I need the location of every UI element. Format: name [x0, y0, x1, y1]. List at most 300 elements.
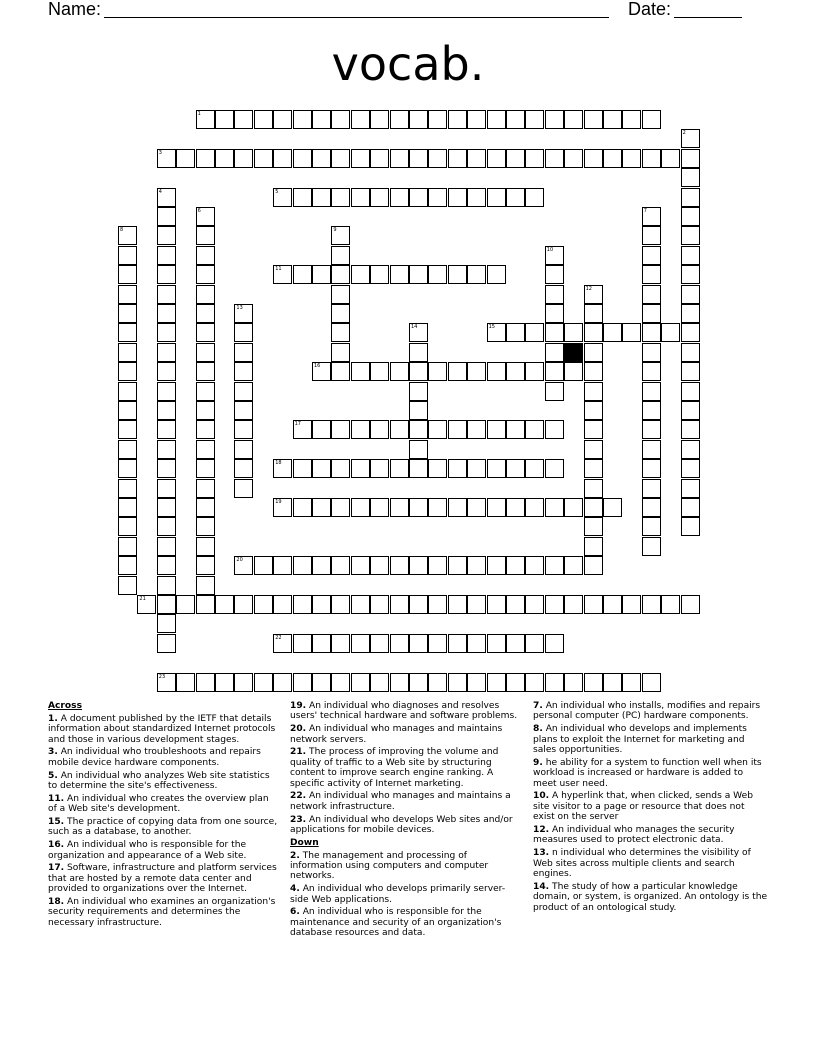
grid-cell[interactable] [351, 362, 370, 381]
grid-cell[interactable] [390, 420, 409, 439]
grid-cell[interactable] [370, 265, 389, 284]
grid-cell[interactable] [681, 285, 700, 304]
grid-cell[interactable] [487, 323, 506, 342]
grid-cell[interactable] [293, 498, 312, 517]
grid-cell[interactable] [681, 595, 700, 614]
grid-cell[interactable] [234, 343, 253, 362]
grid-cell[interactable] [254, 556, 273, 575]
grid-cell[interactable] [545, 246, 564, 265]
grid-cell[interactable] [467, 459, 486, 478]
grid-cell[interactable] [273, 673, 292, 692]
grid-cell[interactable] [390, 556, 409, 575]
grid-cell[interactable] [584, 149, 603, 168]
grid-cell[interactable] [118, 401, 137, 420]
grid-cell[interactable] [642, 246, 661, 265]
grid-cell[interactable] [584, 420, 603, 439]
grid-cell[interactable] [681, 265, 700, 284]
grid-cell[interactable] [331, 323, 350, 342]
grid-cell[interactable] [487, 634, 506, 653]
grid-cell[interactable] [273, 634, 292, 653]
grid-cell[interactable] [545, 634, 564, 653]
grid-cell[interactable] [584, 401, 603, 420]
grid-cell[interactable] [467, 595, 486, 614]
grid-cell[interactable] [196, 537, 215, 556]
grid-cell[interactable] [370, 420, 389, 439]
grid-cell[interactable] [681, 401, 700, 420]
grid-cell[interactable] [409, 188, 428, 207]
grid-cell[interactable] [331, 634, 350, 653]
grid-cell[interactable] [351, 110, 370, 129]
grid-cell[interactable] [603, 323, 622, 342]
grid-cell[interactable] [234, 459, 253, 478]
grid-cell[interactable] [273, 595, 292, 614]
grid-cell[interactable] [331, 265, 350, 284]
grid-cell[interactable] [370, 595, 389, 614]
grid-cell[interactable] [545, 673, 564, 692]
grid-cell[interactable] [293, 265, 312, 284]
grid-cell[interactable] [312, 420, 331, 439]
grid-cell[interactable] [370, 149, 389, 168]
grid-cell[interactable] [196, 226, 215, 245]
grid-cell[interactable] [642, 323, 661, 342]
grid-cell[interactable] [409, 498, 428, 517]
grid-cell[interactable] [157, 420, 176, 439]
grid-cell[interactable] [196, 110, 215, 129]
grid-cell[interactable] [467, 673, 486, 692]
grid-cell[interactable] [312, 673, 331, 692]
grid-cell[interactable] [428, 265, 447, 284]
grid-cell[interactable] [467, 265, 486, 284]
grid-cell[interactable] [196, 285, 215, 304]
grid-cell[interactable] [118, 517, 137, 536]
grid-cell[interactable] [584, 304, 603, 323]
grid-cell[interactable] [196, 576, 215, 595]
grid-cell[interactable] [157, 498, 176, 517]
grid-cell[interactable] [448, 420, 467, 439]
grid-cell[interactable] [525, 188, 544, 207]
grid-cell[interactable] [196, 401, 215, 420]
grid-cell[interactable] [642, 226, 661, 245]
grid-cell[interactable] [409, 459, 428, 478]
grid-cell[interactable] [176, 149, 195, 168]
grid-cell[interactable] [390, 634, 409, 653]
grid-cell[interactable] [331, 246, 350, 265]
grid-cell[interactable] [331, 188, 350, 207]
grid-cell[interactable] [545, 149, 564, 168]
grid-cell[interactable] [331, 304, 350, 323]
grid-cell[interactable] [234, 595, 253, 614]
grid-cell[interactable] [254, 149, 273, 168]
grid-cell[interactable] [681, 479, 700, 498]
grid-cell[interactable] [273, 149, 292, 168]
grid-cell[interactable] [215, 110, 234, 129]
grid-cell[interactable] [196, 304, 215, 323]
grid-cell[interactable] [331, 343, 350, 362]
grid-cell[interactable] [642, 304, 661, 323]
grid-cell[interactable] [351, 188, 370, 207]
grid-cell[interactable] [642, 479, 661, 498]
grid-cell[interactable] [293, 420, 312, 439]
grid-cell[interactable] [584, 673, 603, 692]
grid-cell[interactable] [681, 304, 700, 323]
grid-cell[interactable] [545, 459, 564, 478]
grid-cell[interactable] [331, 595, 350, 614]
grid-cell[interactable] [118, 304, 137, 323]
grid-cell[interactable] [642, 440, 661, 459]
grid-cell[interactable] [293, 673, 312, 692]
grid-cell[interactable] [409, 323, 428, 342]
grid-cell[interactable] [118, 246, 137, 265]
grid-cell[interactable] [428, 362, 447, 381]
grid-cell[interactable] [390, 459, 409, 478]
grid-cell[interactable] [312, 188, 331, 207]
grid-cell[interactable] [642, 673, 661, 692]
grid-cell[interactable] [487, 149, 506, 168]
grid-cell[interactable] [467, 149, 486, 168]
grid-cell[interactable] [681, 362, 700, 381]
grid-cell[interactable] [642, 207, 661, 226]
grid-cell[interactable] [642, 382, 661, 401]
grid-cell[interactable] [157, 246, 176, 265]
grid-cell[interactable] [584, 556, 603, 575]
grid-cell[interactable] [681, 226, 700, 245]
grid-cell[interactable] [545, 110, 564, 129]
grid-cell[interactable] [487, 265, 506, 284]
grid-cell[interactable] [196, 420, 215, 439]
grid-cell[interactable] [157, 188, 176, 207]
grid-cell[interactable] [196, 343, 215, 362]
grid-cell[interactable] [409, 362, 428, 381]
grid-cell[interactable] [681, 517, 700, 536]
grid-cell[interactable] [525, 556, 544, 575]
grid-cell[interactable] [564, 498, 583, 517]
grid-cell[interactable] [506, 556, 525, 575]
grid-cell[interactable] [370, 634, 389, 653]
grid-cell[interactable] [681, 188, 700, 207]
grid-cell[interactable] [409, 634, 428, 653]
grid-cell[interactable] [312, 110, 331, 129]
grid-cell[interactable] [409, 673, 428, 692]
grid-cell[interactable] [681, 382, 700, 401]
grid-cell[interactable] [409, 110, 428, 129]
grid-cell[interactable] [273, 556, 292, 575]
grid-cell[interactable] [409, 265, 428, 284]
grid-cell[interactable] [681, 168, 700, 187]
grid-cell[interactable] [312, 149, 331, 168]
grid-cell[interactable] [409, 556, 428, 575]
grid-cell[interactable] [545, 285, 564, 304]
grid-cell[interactable] [157, 576, 176, 595]
grid-cell[interactable] [642, 459, 661, 478]
grid-cell[interactable] [351, 498, 370, 517]
grid-cell[interactable] [137, 595, 156, 614]
grid-cell[interactable] [157, 614, 176, 633]
grid-cell[interactable] [525, 362, 544, 381]
grid-cell[interactable] [215, 149, 234, 168]
grid-cell[interactable] [603, 595, 622, 614]
grid-cell[interactable] [487, 420, 506, 439]
grid-cell[interactable] [584, 498, 603, 517]
grid-cell[interactable] [525, 634, 544, 653]
grid-cell[interactable] [487, 556, 506, 575]
grid-cell[interactable] [487, 110, 506, 129]
grid-cell[interactable] [234, 110, 253, 129]
grid-cell[interactable] [234, 362, 253, 381]
grid-cell[interactable] [293, 110, 312, 129]
grid-cell[interactable] [254, 673, 273, 692]
grid-cell[interactable] [370, 459, 389, 478]
grid-cell[interactable] [642, 362, 661, 381]
grid-cell[interactable] [273, 265, 292, 284]
grid-cell[interactable] [331, 362, 350, 381]
grid-cell[interactable] [118, 343, 137, 362]
grid-cell[interactable] [681, 129, 700, 148]
grid-cell[interactable] [506, 420, 525, 439]
grid-cell[interactable] [176, 673, 195, 692]
grid-cell[interactable] [564, 110, 583, 129]
grid-cell[interactable] [506, 634, 525, 653]
grid-cell[interactable] [525, 110, 544, 129]
grid-cell[interactable] [487, 459, 506, 478]
grid-cell[interactable] [525, 420, 544, 439]
grid-cell[interactable] [351, 556, 370, 575]
grid-cell[interactable] [525, 498, 544, 517]
grid-cell[interactable] [351, 634, 370, 653]
grid-cell[interactable] [506, 595, 525, 614]
grid-cell[interactable] [118, 556, 137, 575]
grid-cell[interactable] [525, 323, 544, 342]
grid-cell[interactable] [157, 673, 176, 692]
grid-cell[interactable] [196, 479, 215, 498]
grid-cell[interactable] [157, 537, 176, 556]
grid-cell[interactable] [564, 149, 583, 168]
grid-cell[interactable] [273, 459, 292, 478]
grid-cell[interactable] [118, 537, 137, 556]
grid-cell[interactable] [584, 285, 603, 304]
grid-cell[interactable] [118, 479, 137, 498]
grid-cell[interactable] [196, 207, 215, 226]
grid-cell[interactable] [196, 498, 215, 517]
grid-cell[interactable] [642, 149, 661, 168]
grid-cell[interactable] [312, 595, 331, 614]
grid-cell[interactable] [196, 459, 215, 478]
grid-cell[interactable] [661, 595, 680, 614]
grid-cell[interactable] [487, 498, 506, 517]
grid-cell[interactable] [409, 149, 428, 168]
grid-cell[interactable] [506, 323, 525, 342]
grid-cell[interactable] [584, 440, 603, 459]
grid-cell[interactable] [157, 382, 176, 401]
grid-cell[interactable] [487, 188, 506, 207]
grid-cell[interactable] [545, 265, 564, 284]
grid-cell[interactable] [681, 459, 700, 478]
grid-cell[interactable] [428, 149, 447, 168]
grid-cell[interactable] [448, 595, 467, 614]
grid-cell[interactable] [370, 188, 389, 207]
grid-cell[interactable] [331, 420, 350, 439]
grid-cell[interactable] [448, 459, 467, 478]
grid-cell[interactable] [564, 595, 583, 614]
grid-cell[interactable] [584, 459, 603, 478]
grid-cell[interactable] [681, 440, 700, 459]
grid-cell[interactable] [118, 498, 137, 517]
grid-cell[interactable] [622, 323, 641, 342]
grid-cell[interactable] [370, 362, 389, 381]
grid-cell[interactable] [642, 537, 661, 556]
grid-cell[interactable] [331, 226, 350, 245]
grid-cell[interactable] [681, 323, 700, 342]
grid-cell[interactable] [351, 459, 370, 478]
grid-cell[interactable] [234, 304, 253, 323]
grid-cell[interactable] [681, 498, 700, 517]
grid-cell[interactable] [312, 556, 331, 575]
grid-cell[interactable] [564, 673, 583, 692]
grid-cell[interactable] [234, 479, 253, 498]
grid-cell[interactable] [603, 673, 622, 692]
grid-cell[interactable] [157, 149, 176, 168]
grid-cell[interactable] [642, 517, 661, 536]
grid-cell[interactable] [428, 110, 447, 129]
grid-cell[interactable] [390, 595, 409, 614]
grid-cell[interactable] [273, 498, 292, 517]
grid-cell[interactable] [234, 556, 253, 575]
grid-cell[interactable] [564, 556, 583, 575]
grid-cell[interactable] [118, 265, 137, 284]
grid-cell[interactable] [331, 459, 350, 478]
grid-cell[interactable] [545, 420, 564, 439]
grid-cell[interactable] [196, 382, 215, 401]
grid-cell[interactable] [118, 420, 137, 439]
grid-cell[interactable] [428, 420, 447, 439]
grid-cell[interactable] [467, 498, 486, 517]
grid-cell[interactable] [584, 362, 603, 381]
grid-cell[interactable] [506, 149, 525, 168]
grid-cell[interactable] [428, 498, 447, 517]
grid-cell[interactable] [312, 634, 331, 653]
grid-cell[interactable] [409, 343, 428, 362]
grid-cell[interactable] [428, 595, 447, 614]
grid-cell[interactable] [273, 110, 292, 129]
grid-cell[interactable] [545, 556, 564, 575]
grid-cell[interactable] [118, 285, 137, 304]
grid-cell[interactable] [157, 517, 176, 536]
grid-cell[interactable] [448, 188, 467, 207]
grid-cell[interactable] [312, 265, 331, 284]
grid-cell[interactable] [409, 401, 428, 420]
grid-cell[interactable] [642, 595, 661, 614]
grid-cell[interactable] [681, 420, 700, 439]
grid-cell[interactable] [157, 304, 176, 323]
grid-cell[interactable] [409, 420, 428, 439]
grid-cell[interactable] [584, 382, 603, 401]
grid-cell[interactable] [370, 673, 389, 692]
grid-cell[interactable] [409, 595, 428, 614]
grid-cell[interactable] [157, 265, 176, 284]
grid-cell[interactable] [681, 149, 700, 168]
grid-cell[interactable] [273, 188, 292, 207]
grid-cell[interactable] [351, 149, 370, 168]
grid-cell[interactable] [390, 362, 409, 381]
grid-cell[interactable] [312, 498, 331, 517]
grid-cell[interactable] [642, 401, 661, 420]
grid-cell[interactable] [584, 537, 603, 556]
grid-cell[interactable] [506, 498, 525, 517]
grid-cell[interactable] [681, 207, 700, 226]
grid-cell[interactable] [351, 673, 370, 692]
grid-cell[interactable] [157, 634, 176, 653]
grid-cell[interactable] [681, 343, 700, 362]
grid-cell[interactable] [487, 595, 506, 614]
grid-cell[interactable] [234, 382, 253, 401]
grid-cell[interactable] [196, 265, 215, 284]
grid-cell[interactable] [157, 479, 176, 498]
grid-cell[interactable] [506, 188, 525, 207]
grid-cell[interactable] [661, 323, 680, 342]
grid-cell[interactable] [293, 595, 312, 614]
grid-cell[interactable] [234, 401, 253, 420]
grid-cell[interactable] [448, 634, 467, 653]
grid-cell[interactable] [293, 459, 312, 478]
grid-cell[interactable] [642, 110, 661, 129]
grid-cell[interactable] [351, 595, 370, 614]
grid-cell[interactable] [467, 420, 486, 439]
grid-cell[interactable] [642, 343, 661, 362]
grid-cell[interactable] [118, 323, 137, 342]
grid-cell[interactable] [331, 149, 350, 168]
grid-cell[interactable] [351, 265, 370, 284]
grid-cell[interactable] [545, 343, 564, 362]
grid-cell[interactable] [293, 556, 312, 575]
grid-cell[interactable] [390, 110, 409, 129]
grid-cell[interactable] [525, 459, 544, 478]
grid-cell[interactable] [448, 110, 467, 129]
grid-cell[interactable] [584, 110, 603, 129]
grid-cell[interactable] [157, 226, 176, 245]
grid-cell[interactable] [545, 362, 564, 381]
grid-cell[interactable] [293, 634, 312, 653]
grid-cell[interactable] [118, 226, 137, 245]
grid-cell[interactable] [390, 149, 409, 168]
grid-cell[interactable] [681, 246, 700, 265]
name-blank-line[interactable] [104, 17, 609, 18]
grid-cell[interactable] [196, 440, 215, 459]
grid-cell[interactable] [390, 498, 409, 517]
grid-cell[interactable] [622, 595, 641, 614]
grid-cell[interactable] [157, 440, 176, 459]
grid-cell[interactable] [584, 343, 603, 362]
grid-cell[interactable] [603, 498, 622, 517]
grid-cell[interactable] [293, 149, 312, 168]
grid-cell[interactable] [157, 459, 176, 478]
grid-cell[interactable] [157, 285, 176, 304]
grid-cell[interactable] [448, 556, 467, 575]
grid-cell[interactable] [196, 149, 215, 168]
grid-cell[interactable] [196, 595, 215, 614]
grid-cell[interactable] [331, 673, 350, 692]
grid-cell[interactable] [390, 188, 409, 207]
grid-cell[interactable] [196, 246, 215, 265]
grid-cell[interactable] [215, 595, 234, 614]
grid-cell[interactable] [196, 517, 215, 536]
grid-cell[interactable] [428, 673, 447, 692]
grid-cell[interactable] [448, 362, 467, 381]
grid-cell[interactable] [428, 188, 447, 207]
grid-cell[interactable] [487, 362, 506, 381]
grid-cell[interactable] [157, 401, 176, 420]
grid-cell[interactable] [234, 149, 253, 168]
grid-cell[interactable] [545, 382, 564, 401]
grid-cell[interactable] [545, 498, 564, 517]
